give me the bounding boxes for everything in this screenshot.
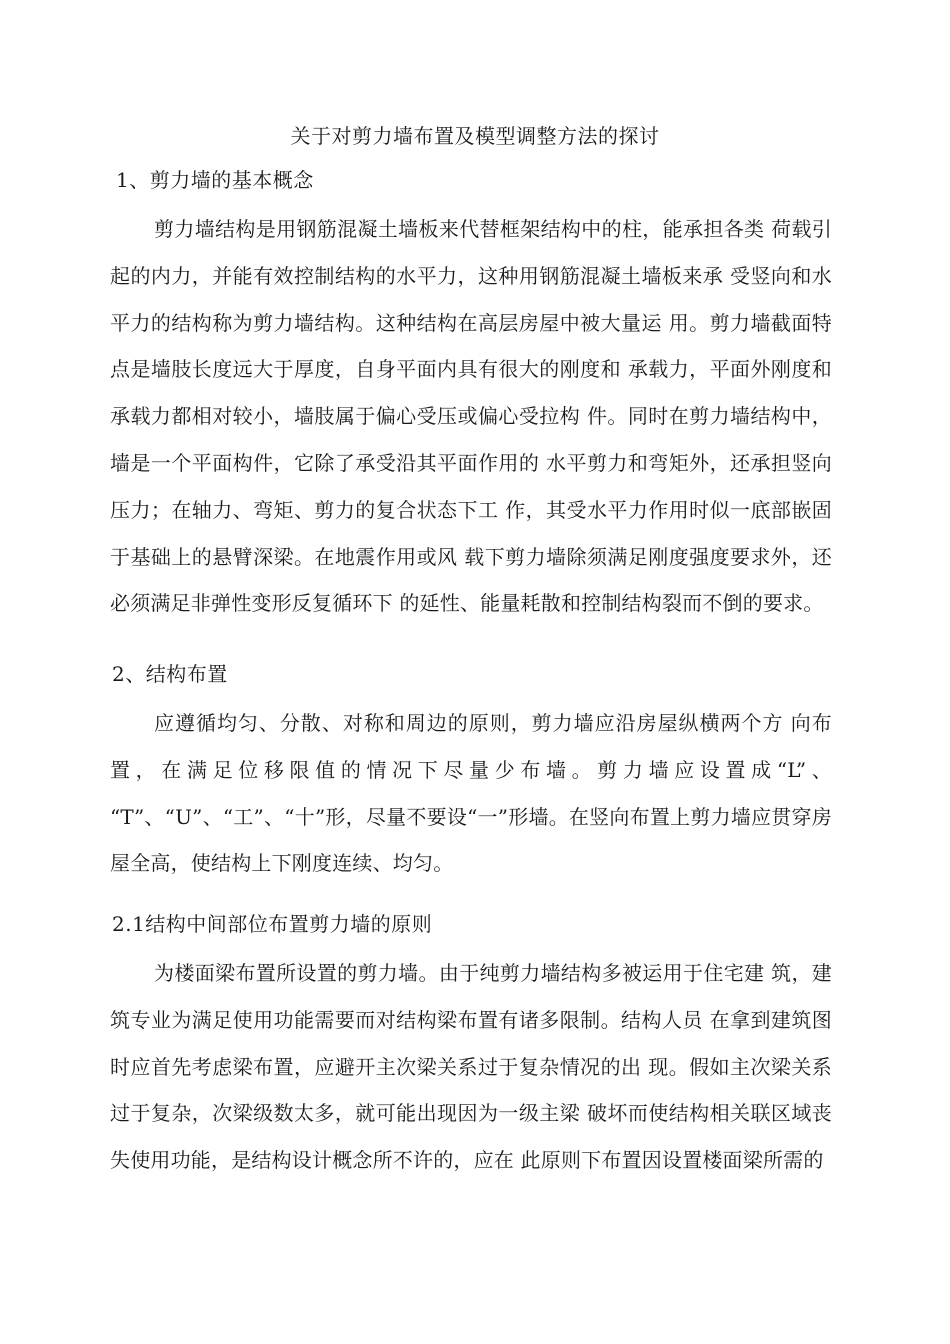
document-title: 关于对剪力墙布置及模型调整方法的探讨 (290, 124, 660, 148)
section-1-paragraph: 剪力墙结构是用钢筋混凝土墙板来代替框架结构中的柱，能承担各类 荷载引起的内力，并能有效控制结构的水平力，这种用钢筋混凝土墙板来承 受竖向和水平力的结构称为剪力墙结构。这种结构在高层房屋中被大量运 用。剪力墙截面特点是墙肢长度远大于厚度，自身平面内具有很大的刚度和 承载力，平面外刚度和承载力都相对较小，墙肢属于偏心受压或偏心受拉构 件。同时在剪力墙结构中，墙是一个平面构件，它除了承受沿其平面作用的 水平剪力和弯矩外，还承担竖向压力；在轴力、弯矩、剪力的复合状态下工 作，其受水平力作用时似一底部嵌固于基础上的悬臂深梁。在地震作用或风 载下剪力墙除须满足刚度强度要求外，还必须满足非弹性变形反复循环下 的延性、能量耗散和控制结构裂而不倒的要求。 (110, 217, 832, 616)
section-1-heading: 1、剪力墙的基本概念 (116, 168, 314, 192)
section-2-paragraph: 应遵循均匀、分散、对称和周边的原则，剪力墙应沿房屋纵横两个方 向布置，在满足位移限值的情况下尽量少布墙。剪力墙应设置成“L”、 “T”、“U”、“工”、“十”形，尽量不要设“一”形墙。在竖向布置上剪力墙应贯穿房屋全高，使结构上下刚度连续、均匀。 (110, 711, 832, 876)
section-2-1-heading: 2.1结构中间部位布置剪力墙的原则 (112, 912, 433, 936)
section-2-1-paragraph: 为楼面梁布置所设置的剪力墙。由于纯剪力墙结构多被运用于住宅建 筑，建筑专业为满足使用功能需要而对结构梁布置有诸多限制。结构人员 在拿到建筑图时应首先考虑梁布置，应避开主次梁关系过于复杂情况的出 现。假如主次梁关系过于复杂，次梁级数太多，就可能出现因为一级主梁 破坏而使结构相关联区域丧失使用功能，是结构设计概念所不许的，应在 此原则下布置因设置楼面梁所需的 (110, 961, 832, 1173)
section-2-heading: 2、结构布置 (112, 662, 228, 686)
